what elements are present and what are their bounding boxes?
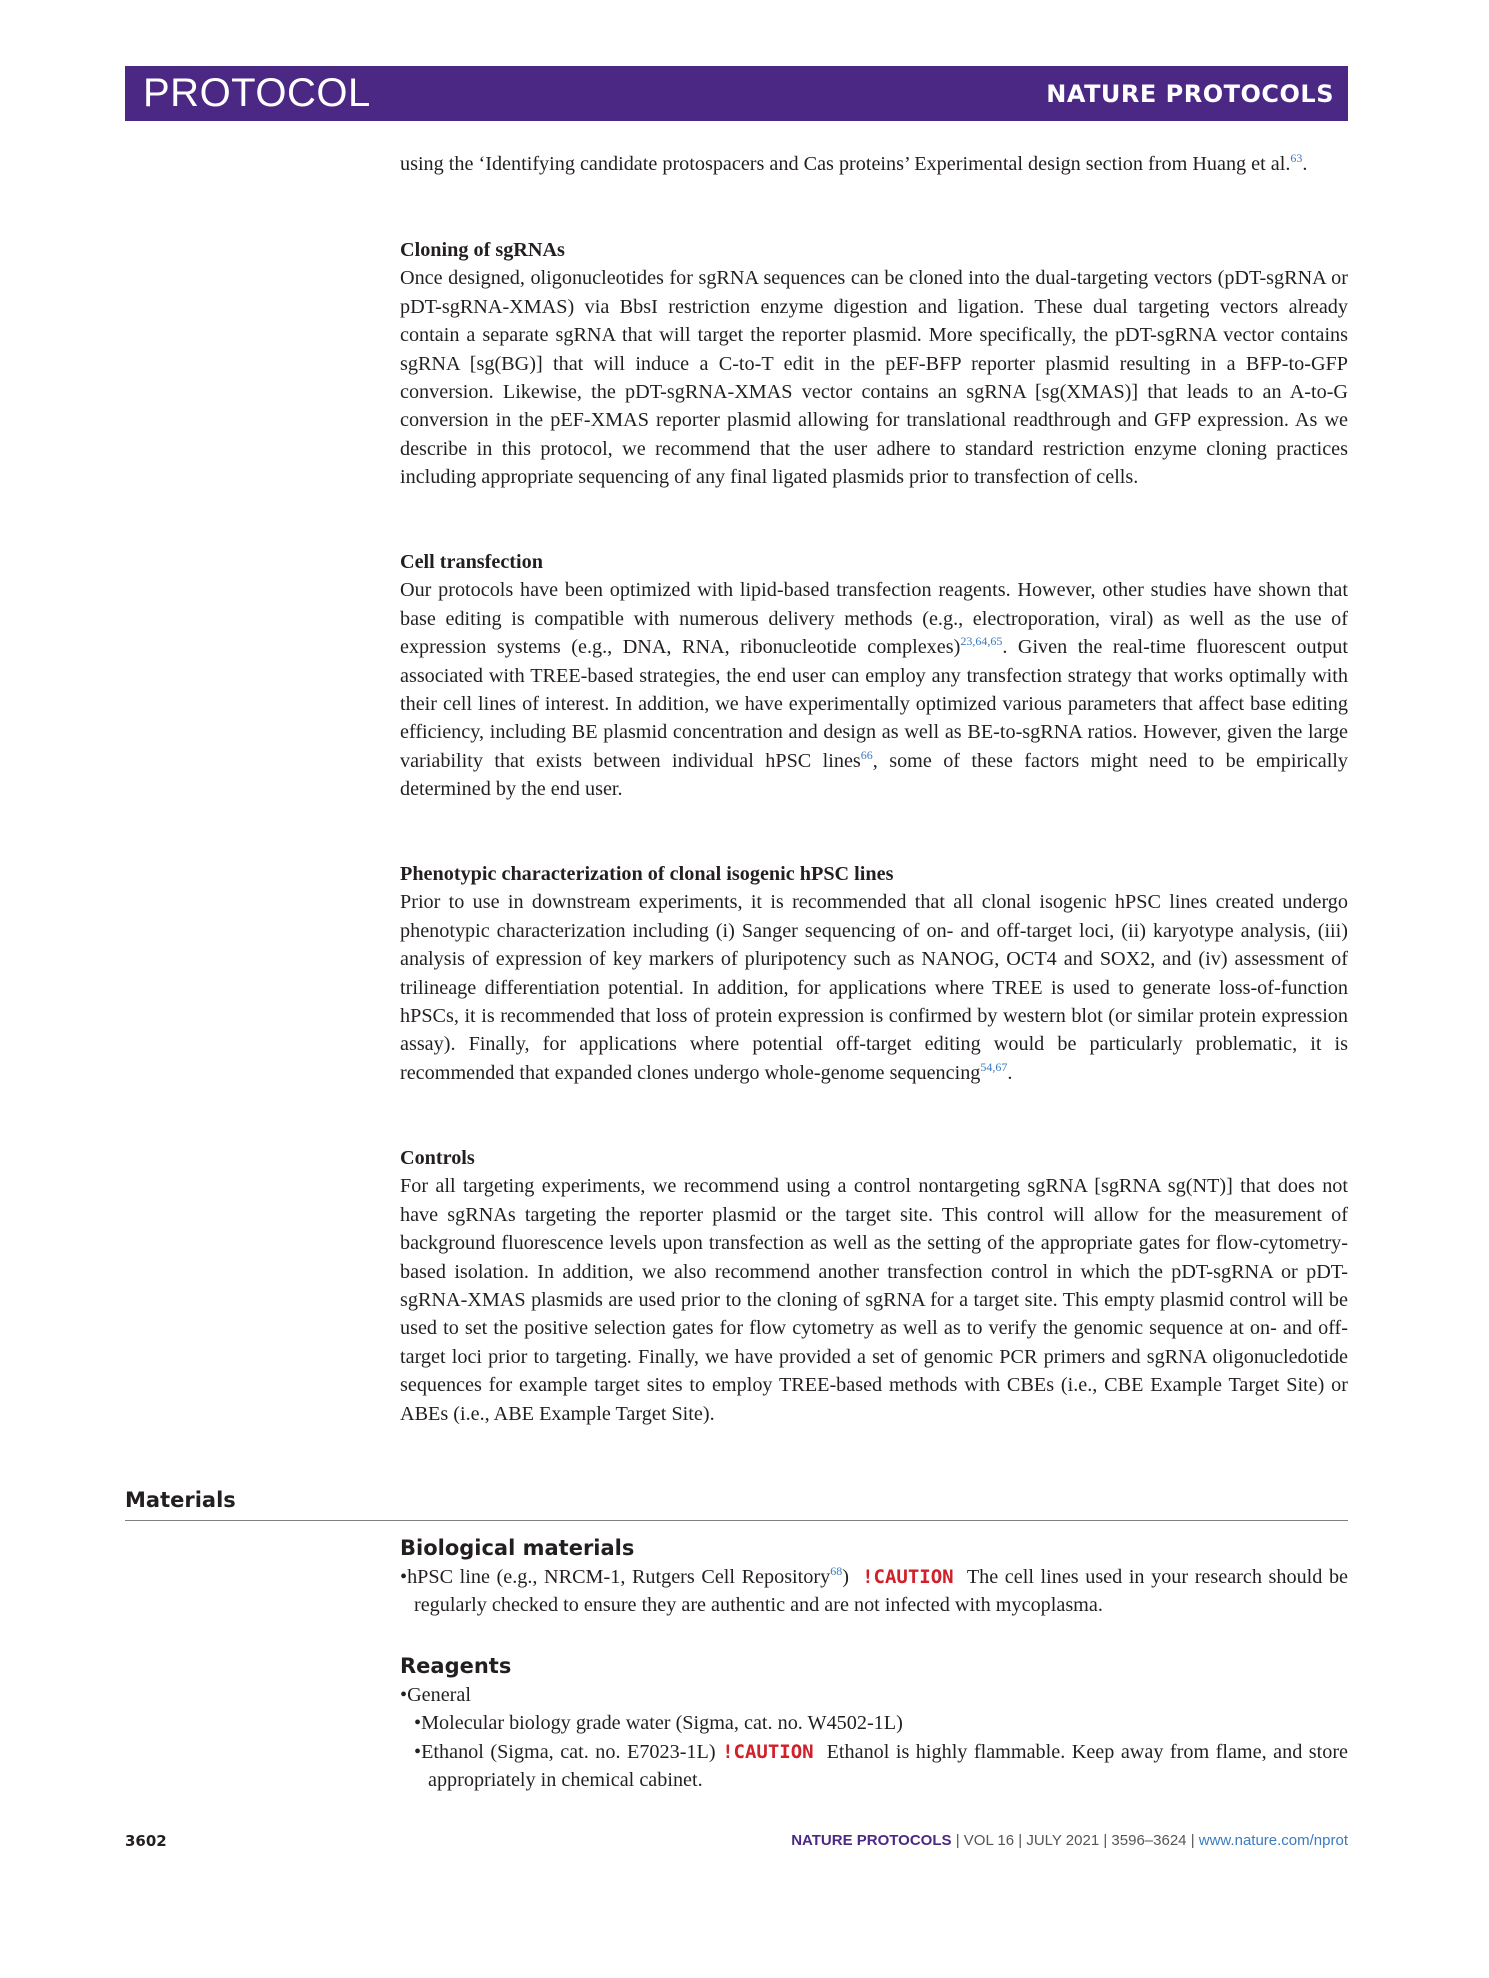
- footer-url-link[interactable]: www.nature.com/nprot: [1198, 1832, 1348, 1849]
- footer-volume: VOL 16: [963, 1832, 1015, 1849]
- section-phenotypic: [400, 860, 1348, 1087]
- reagents: [400, 1651, 1348, 1795]
- header-banner: [125, 66, 1348, 121]
- bullet: •: [414, 1712, 422, 1735]
- citation-ref[interactable]: 66: [860, 747, 873, 762]
- section-title: Controls: [400, 1147, 475, 1169]
- citation-ref[interactable]: 68: [830, 1564, 843, 1578]
- section-body: Prior to use in downstream experiments, it is recommended that all clonal isogenic hPSC lines created undergo phenotypic characterization including (i) Sanger sequencing of on- and off-target loci, (ii) karyotype analysis, (iii) analysis of expression of key markers of pluripotency such as NANOG, OCT4 and SOX2, and (iv) assessment of trilineage differentiation potential. In addition, for applications where TREE is used to generate loss-of-function hPSCs, it is recommended that loss of protein expression is confirmed by western blot (or similar protein expression assay). Finally, for applications where potential off-target editing would be particularly problematic, it is recommended that expanded clones undergo whole-genome sequencing$^{54,67}$.: [400, 891, 1348, 1084]
- section-body: Our protocols have been optimized with lipid-based transfection reagents. However, other studies have shown that base editing is compatible with numerous delivery methods (e.g., electroporation, viral) as well as the use of expression systems (e.g., DNA, RNA, ribonucleotide complexes)$^{23,64,65}$. Given the real-time fluorescent output associated with TREE-based strategies, the end user can employ any transfection strategy that works optimally with their cell lines of interest. In addition, we have experimentally optimized various parameters that affect base editing efficiency, including BE plasmid concentration and design as well as BE-to-sgRNA ratios. However, given the large variability that exists between individual hPSC lines$^{66}$, some of these factors might need to be empirically determined by the end user.: [400, 579, 1349, 801]
- section-title: Cloning of sgRNAs: [400, 239, 565, 261]
- caution-label: !CAUTION: [862, 1566, 954, 1588]
- citation-ref[interactable]: 63: [1290, 151, 1303, 165]
- caution-label: !CAUTION: [722, 1740, 814, 1763]
- section-body: For all targeting experiments, we recommend using a control nontargeting sgRNA [sgRNA sg(NT)] that does not have sgRNAs targeting the reporter plasmid or the target site. This control will allow for the measurement of background fluorescence levels upon transfection as well as the setting of the appropriate gates for flow-cytometry-based isolation. In addition, we also recommend another transfection control in which the pDT-sgRNA or pDT-sgRNA-XMAS plasmids are used prior to the cloning of sgRNA for a target site. This empty plasmid control will be used to set the positive selection gates for flow cytometry as well as to verify the genomic sequence at on- and off-target loci prior to targeting. Finally, we have provided a set of genomic PCR primers and sgRNA oligonucledotide sequences for example target sites to employ TREE-based methods with CBEs (i.e., CBE Example Target Site) or ABEs (i.e., ABE Example Target Site).: [400, 1175, 1348, 1425]
- footer-pages: 3596–3624: [1111, 1832, 1187, 1849]
- biological-materials: [400, 1533, 1348, 1620]
- bullet: •: [414, 1740, 422, 1763]
- section-cloning: [400, 236, 1348, 492]
- section-body: Once designed, oligonucleotides for sgRNA sequences can be cloned into the dual-targeting vectors (pDT-sgRNA or pDT-sgRNA-XMAS) via BbsI restriction enzyme digestion and ligation. These dual targeting vectors already contain a separate sgRNA that will target the reporter plasmid. More specifically, the pDT-sgRNA vector contains sgRNA [sg(BG)] that will induce a C-to-T edit in the pEF-BFP reporter plasmid resulting in a BFP-to-GFP conversion. Likewise, the pDT-sgRNA-XMAS vector contains an sgRNA [sg(XMAS)] that leads to an A-to-G conversion in the pEF-XMAS reporter plasmid allowing for translational readthrough and GFP expression. As we describe in this protocol, we recommend that the user adhere to standard restriction enzyme cloning practices including appropriate sequencing of any final ligated plasmids prior to transfection of cells.: [400, 267, 1348, 489]
- list-item: •hPSC line (e.g., NRCM-1, Rutgers Cell Repository$^{68}$) !CAUTION The cell lines used in your research should be regularly checked to ensure they are authentic and are not infected with mycoplasma.: [400, 1564, 1349, 1617]
- intro-block: [400, 150, 1348, 178]
- list-item: •General: [400, 1684, 471, 1706]
- section-title: Cell transfection: [400, 551, 543, 573]
- reagents-title: Reagents: [400, 1654, 512, 1678]
- journal-name: NATURE PROTOCOLS: [1046, 80, 1334, 108]
- footer-date: JULY 2021: [1026, 1832, 1100, 1849]
- citation-ref[interactable]: 23,64,65: [960, 634, 1003, 649]
- list-item: •Molecular biology grade water (Sigma, cat. no. W4502-1L): [414, 1712, 903, 1735]
- section-title: Phenotypic characterization of clonal isogenic hPSC lines: [400, 863, 894, 885]
- biological-materials-title: Biological materials: [400, 1536, 635, 1560]
- article-type-label: PROTOCOL: [143, 71, 371, 115]
- materials-heading: Materials: [125, 1488, 1348, 1521]
- footer-journal: NATURE PROTOCOLS: [791, 1832, 952, 1849]
- bullet: •: [400, 1684, 408, 1706]
- section-transfection: [400, 548, 1348, 804]
- footer-citation: NATURE PROTOCOLS | VOL 16 | JULY 2021 | 3596–3624 | www.nature.com/nprot: [791, 1832, 1348, 1849]
- section-controls: [400, 1144, 1348, 1428]
- citation-ref[interactable]: 54,67: [980, 1059, 1008, 1074]
- list-item: •Ethanol (Sigma, cat. no. E7023-1L) !CAUTION Ethanol is highly flammable. Keep away from flame, and store appropriately in chemical cabinet.: [414, 1740, 1349, 1792]
- page-number: 3602: [125, 1832, 167, 1850]
- intro-paragraph: using the ‘Identifying candidate protospacers and Cas proteins’ Experimental design section from Huang et al.$^{63}$.: [400, 151, 1308, 175]
- bullet: •: [400, 1566, 408, 1588]
